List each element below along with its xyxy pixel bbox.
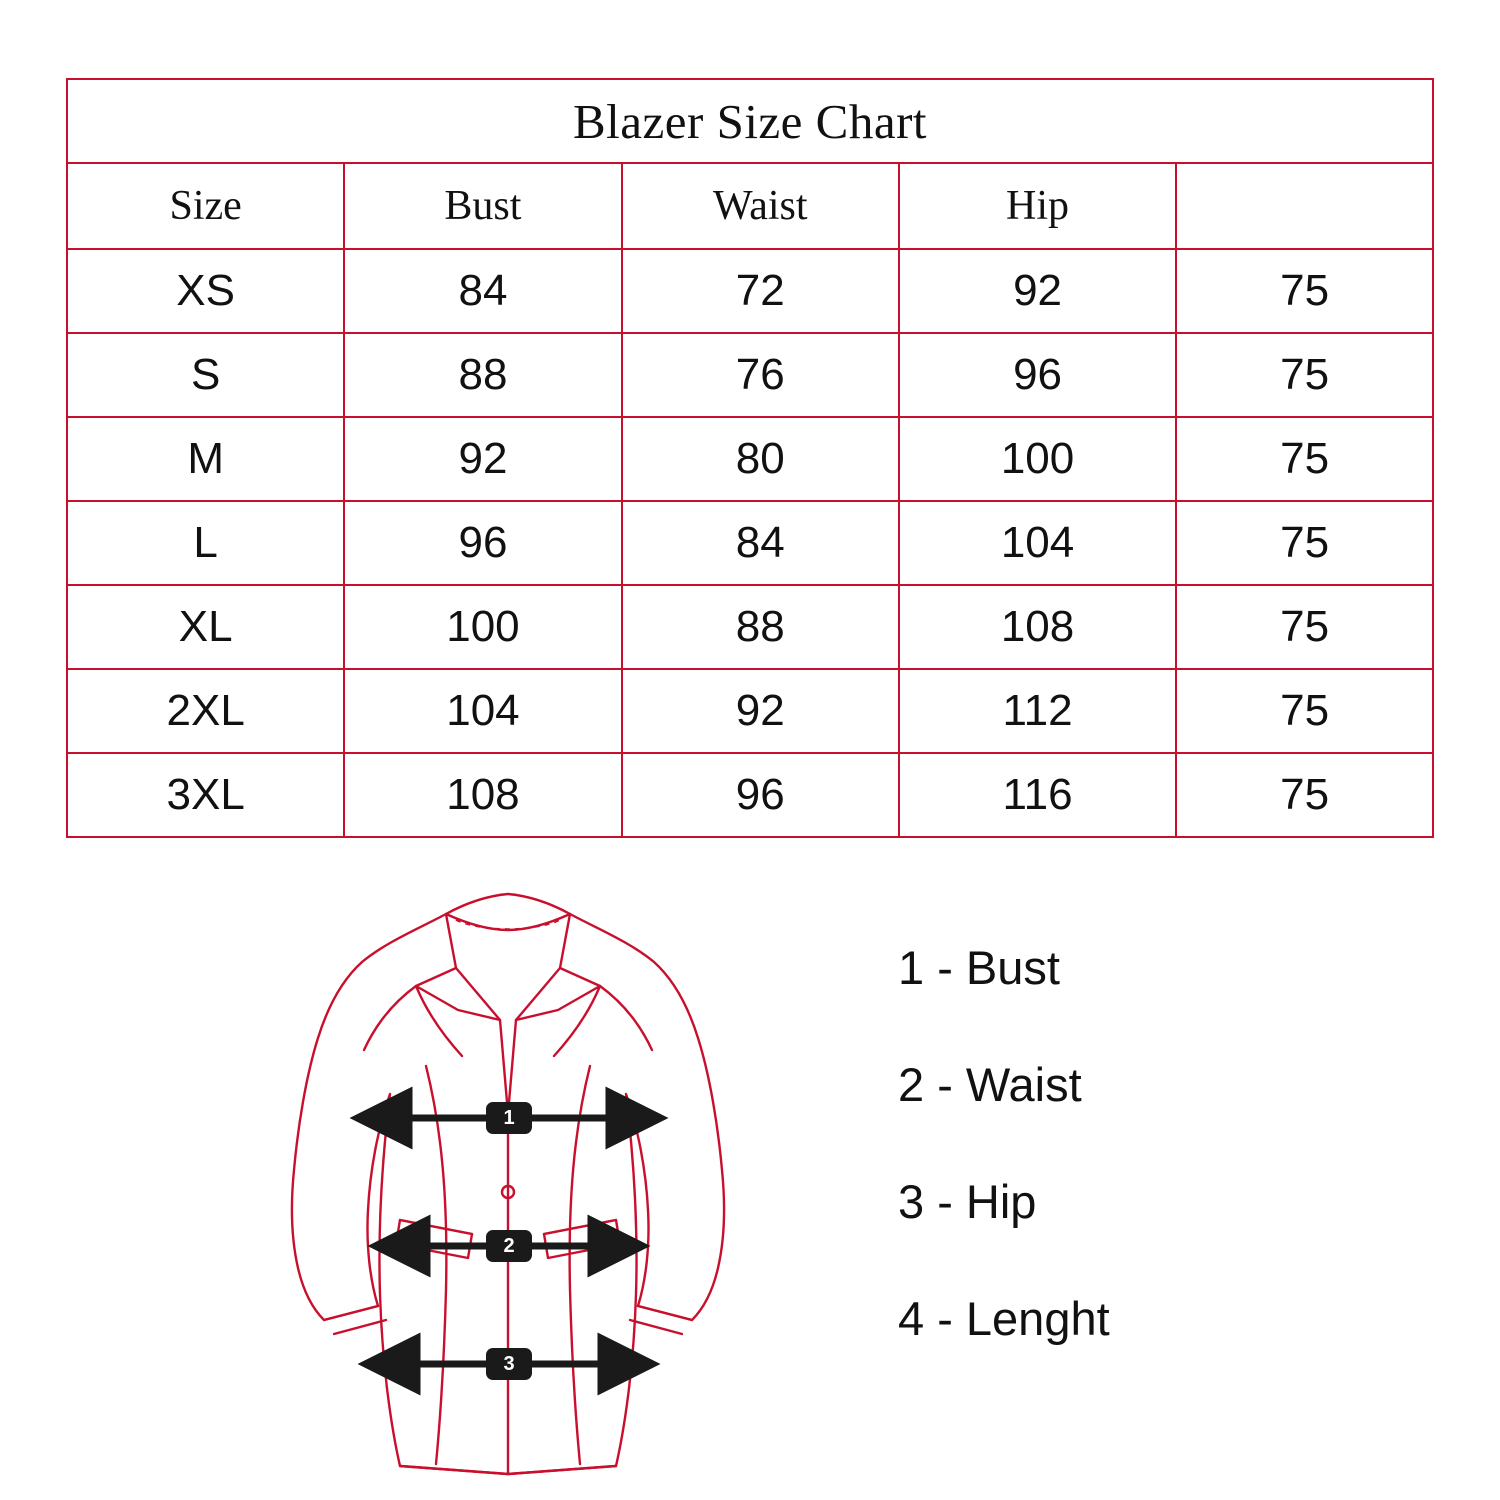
cell-hip: 112 xyxy=(899,669,1176,753)
marker-label-1: 1 xyxy=(503,1107,515,1129)
cell-hip: 92 xyxy=(899,249,1176,333)
cell-waist: 84 xyxy=(622,501,899,585)
cell-waist: 92 xyxy=(622,669,899,753)
cell-bust: 108 xyxy=(344,753,621,837)
cell-waist: 72 xyxy=(622,249,899,333)
cell-bust: 84 xyxy=(344,249,621,333)
table-row xyxy=(67,669,1433,753)
cell-hip: 104 xyxy=(899,501,1176,585)
table-row xyxy=(67,249,1433,333)
size-chart-table-container xyxy=(66,78,1434,838)
legend-item-waist: 2 - Waist xyxy=(898,1058,1082,1111)
cell-bust: 88 xyxy=(344,333,621,417)
cell-length: 75 xyxy=(1176,249,1433,333)
column-header-length xyxy=(1176,163,1433,249)
marker-label-3: 3 xyxy=(503,1353,515,1375)
cell-waist: 88 xyxy=(622,585,899,669)
column-header-waist: Waist xyxy=(622,163,899,249)
bust-measurement-arrow xyxy=(360,1102,658,1134)
table-row xyxy=(67,753,1433,837)
cell-size: L xyxy=(67,501,344,585)
cell-bust: 96 xyxy=(344,501,621,585)
cell-size: 3XL xyxy=(67,753,344,837)
table-header-row xyxy=(67,163,1433,249)
legend-item-bust: 1 - Bust xyxy=(898,941,1060,994)
table-row xyxy=(67,333,1433,417)
cell-bust: 104 xyxy=(344,669,621,753)
cell-size: XL xyxy=(67,585,344,669)
table-row xyxy=(67,417,1433,501)
cell-length: 75 xyxy=(1176,669,1433,753)
waist-measurement-arrow xyxy=(378,1230,640,1262)
cell-waist: 80 xyxy=(622,417,899,501)
cell-waist: 96 xyxy=(622,753,899,837)
page-title: Blazer Size Chart xyxy=(67,79,1433,163)
cell-size: XS xyxy=(67,249,344,333)
cell-hip: 108 xyxy=(899,585,1176,669)
size-chart-table xyxy=(66,78,1434,838)
legend-item-hip: 3 - Hip xyxy=(898,1175,1037,1228)
measurement-legend xyxy=(898,940,1418,1408)
cell-hip: 100 xyxy=(899,417,1176,501)
marker-label-2: 2 xyxy=(503,1235,515,1257)
blazer-illustration xyxy=(250,870,770,1490)
blazer-diagram-svg xyxy=(250,870,770,1490)
cell-waist: 76 xyxy=(622,333,899,417)
cell-length: 75 xyxy=(1176,753,1433,837)
cell-length: 75 xyxy=(1176,417,1433,501)
column-header-hip: Hip xyxy=(899,163,1176,249)
hip-measurement-arrow xyxy=(368,1348,650,1380)
cell-hip: 116 xyxy=(899,753,1176,837)
legend-item-length: 4 - Lenght xyxy=(898,1292,1110,1345)
cell-length: 75 xyxy=(1176,333,1433,417)
table-row xyxy=(67,501,1433,585)
cell-hip: 96 xyxy=(899,333,1176,417)
cell-size: 2XL xyxy=(67,669,344,753)
table-title-row xyxy=(67,79,1433,163)
column-header-bust: Bust xyxy=(344,163,621,249)
cell-length: 75 xyxy=(1176,501,1433,585)
cell-length: 75 xyxy=(1176,585,1433,669)
table-row xyxy=(67,585,1433,669)
cell-size: S xyxy=(67,333,344,417)
column-header-size: Size xyxy=(67,163,344,249)
cell-bust: 100 xyxy=(344,585,621,669)
cell-bust: 92 xyxy=(344,417,621,501)
cell-size: M xyxy=(67,417,344,501)
